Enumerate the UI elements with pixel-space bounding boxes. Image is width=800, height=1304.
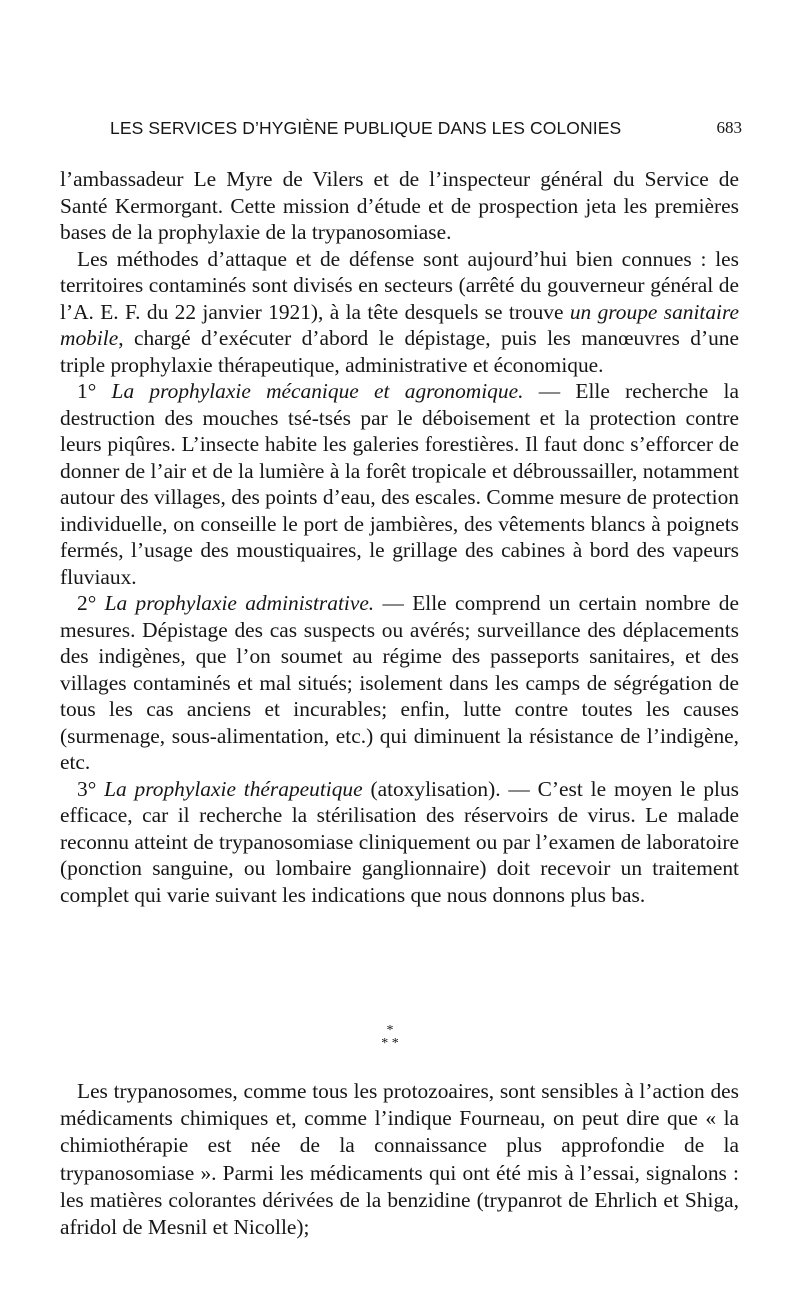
paragraph-text: l’ambassadeur Le Myre de Vilers et de l’inspecteur général du Service de Santé Kermorgant. Cette mission d’étude et de prospection jeta les premières bases de la prophylaxie de la trypanosomiase. [60, 167, 739, 244]
asterism-bottom: * * [381, 1036, 399, 1051]
paragraph-text: (atoxylisation). — C’est le moyen le plus efficace, car il recherche la stérilisation des réservoirs de virus. Le malade reconnu atteint de trypanosomiase cliniquement ou par l’examen de laboratoire (ponction sanguine, ou lombaire ganglionnaire) doit recevoir un traitement complet qui varie suivant les indications que nous donnons plus bas. [60, 776, 739, 907]
paragraph-methods [60, 246, 739, 379]
item-number: 1° [77, 379, 112, 403]
paragraph-mechanical-prophylaxis [60, 378, 739, 590]
section-heading: La prophylaxie thérapeutique [104, 776, 363, 801]
page-number: 683 [716, 118, 742, 137]
paragraph-continuation [60, 166, 739, 246]
paragraph-text: — Elle recherche la destruction des mouches tsé-tsés par le déboisement et la protection contre leurs piqûres. L’insecte habite les galeries forestières. Il faut donc s’efforcer de donner de l’air et de la lumière à la forêt tropicale et débroussailler, notamment autour des villages, des points d’eau, des escales. Comme mesure de protection individuelle, on conseille le port de jambières, des vêtements blancs à poignets fermés, l’usage des moustiquaires, le grillage des cabines à bord des vapeurs fluviaux. [60, 379, 739, 589]
paragraph-text: Les méthodes d’attaque et de défense sont aujourd’hui bien connues : les territoires contaminés sont divisés en secteurs (arrêté du gouverneur général de l’A. E. F. du 22 janvier 1921), à la tête desquels se trouve [60, 246, 739, 324]
asterism-top: * [386, 1023, 394, 1038]
emphasis-text: un groupe sanitaire mobile [60, 299, 740, 350]
section-heading: La prophylaxie administrative. [104, 591, 375, 615]
body-text-upper [60, 166, 739, 908]
paragraph-administrative-prophylaxis [60, 590, 739, 776]
paragraph-text: , chargé d’exécuter d’abord le dépistage, puis les manœuvres d’une triple prophylaxie thérapeutique, administrative et économique. [60, 326, 739, 377]
item-number: 3° [77, 776, 105, 801]
item-number: 2° [77, 591, 105, 615]
paragraph-text: Les trypanosomes, comme tous les protozoaires, sont sensibles à l’action des médicaments chimiques et, comme l’indique Fourneau, on peut dire que « la chimiothérapie est née de la connaissance plus approfondie de la trypanosomiase ». Parmi les médicaments qui ont été mis à l’essai, signalons : les matières colorantes dérivées de la benzidine (trypanrot de Ehrlich et Shiga, afridol de Mesnil et Nicolle); [60, 1079, 739, 1240]
running-header [110, 118, 742, 146]
paragraph-therapeutic-prophylaxis [60, 776, 739, 909]
section-heading: La prophylaxie mécanique et agronomique. [111, 379, 524, 403]
running-title: LES SERVICES D’HYGIÈNE PUBLIQUE DANS LES COLONIES [110, 118, 622, 138]
section-separator-asterism [360, 1024, 420, 1058]
paragraph-chemotherapy [60, 1078, 739, 1241]
body-text-lower [60, 1078, 739, 1241]
paragraph-text: — Elle comprend un certain nombre de mesures. Dépistage des cas suspects ou avérés; surveillance des déplacements des indigènes, que l’on soumet au régime des passeports sanitaires, et des villages contaminés et mal situés; isolement dans les camps de ségrégation de tous les cas anciens et incurables; enfin, lutte contre toutes les causes (surmenage, sous-alimentation, etc.) qui diminuent la résistance de l’indigène, etc. [60, 591, 739, 774]
